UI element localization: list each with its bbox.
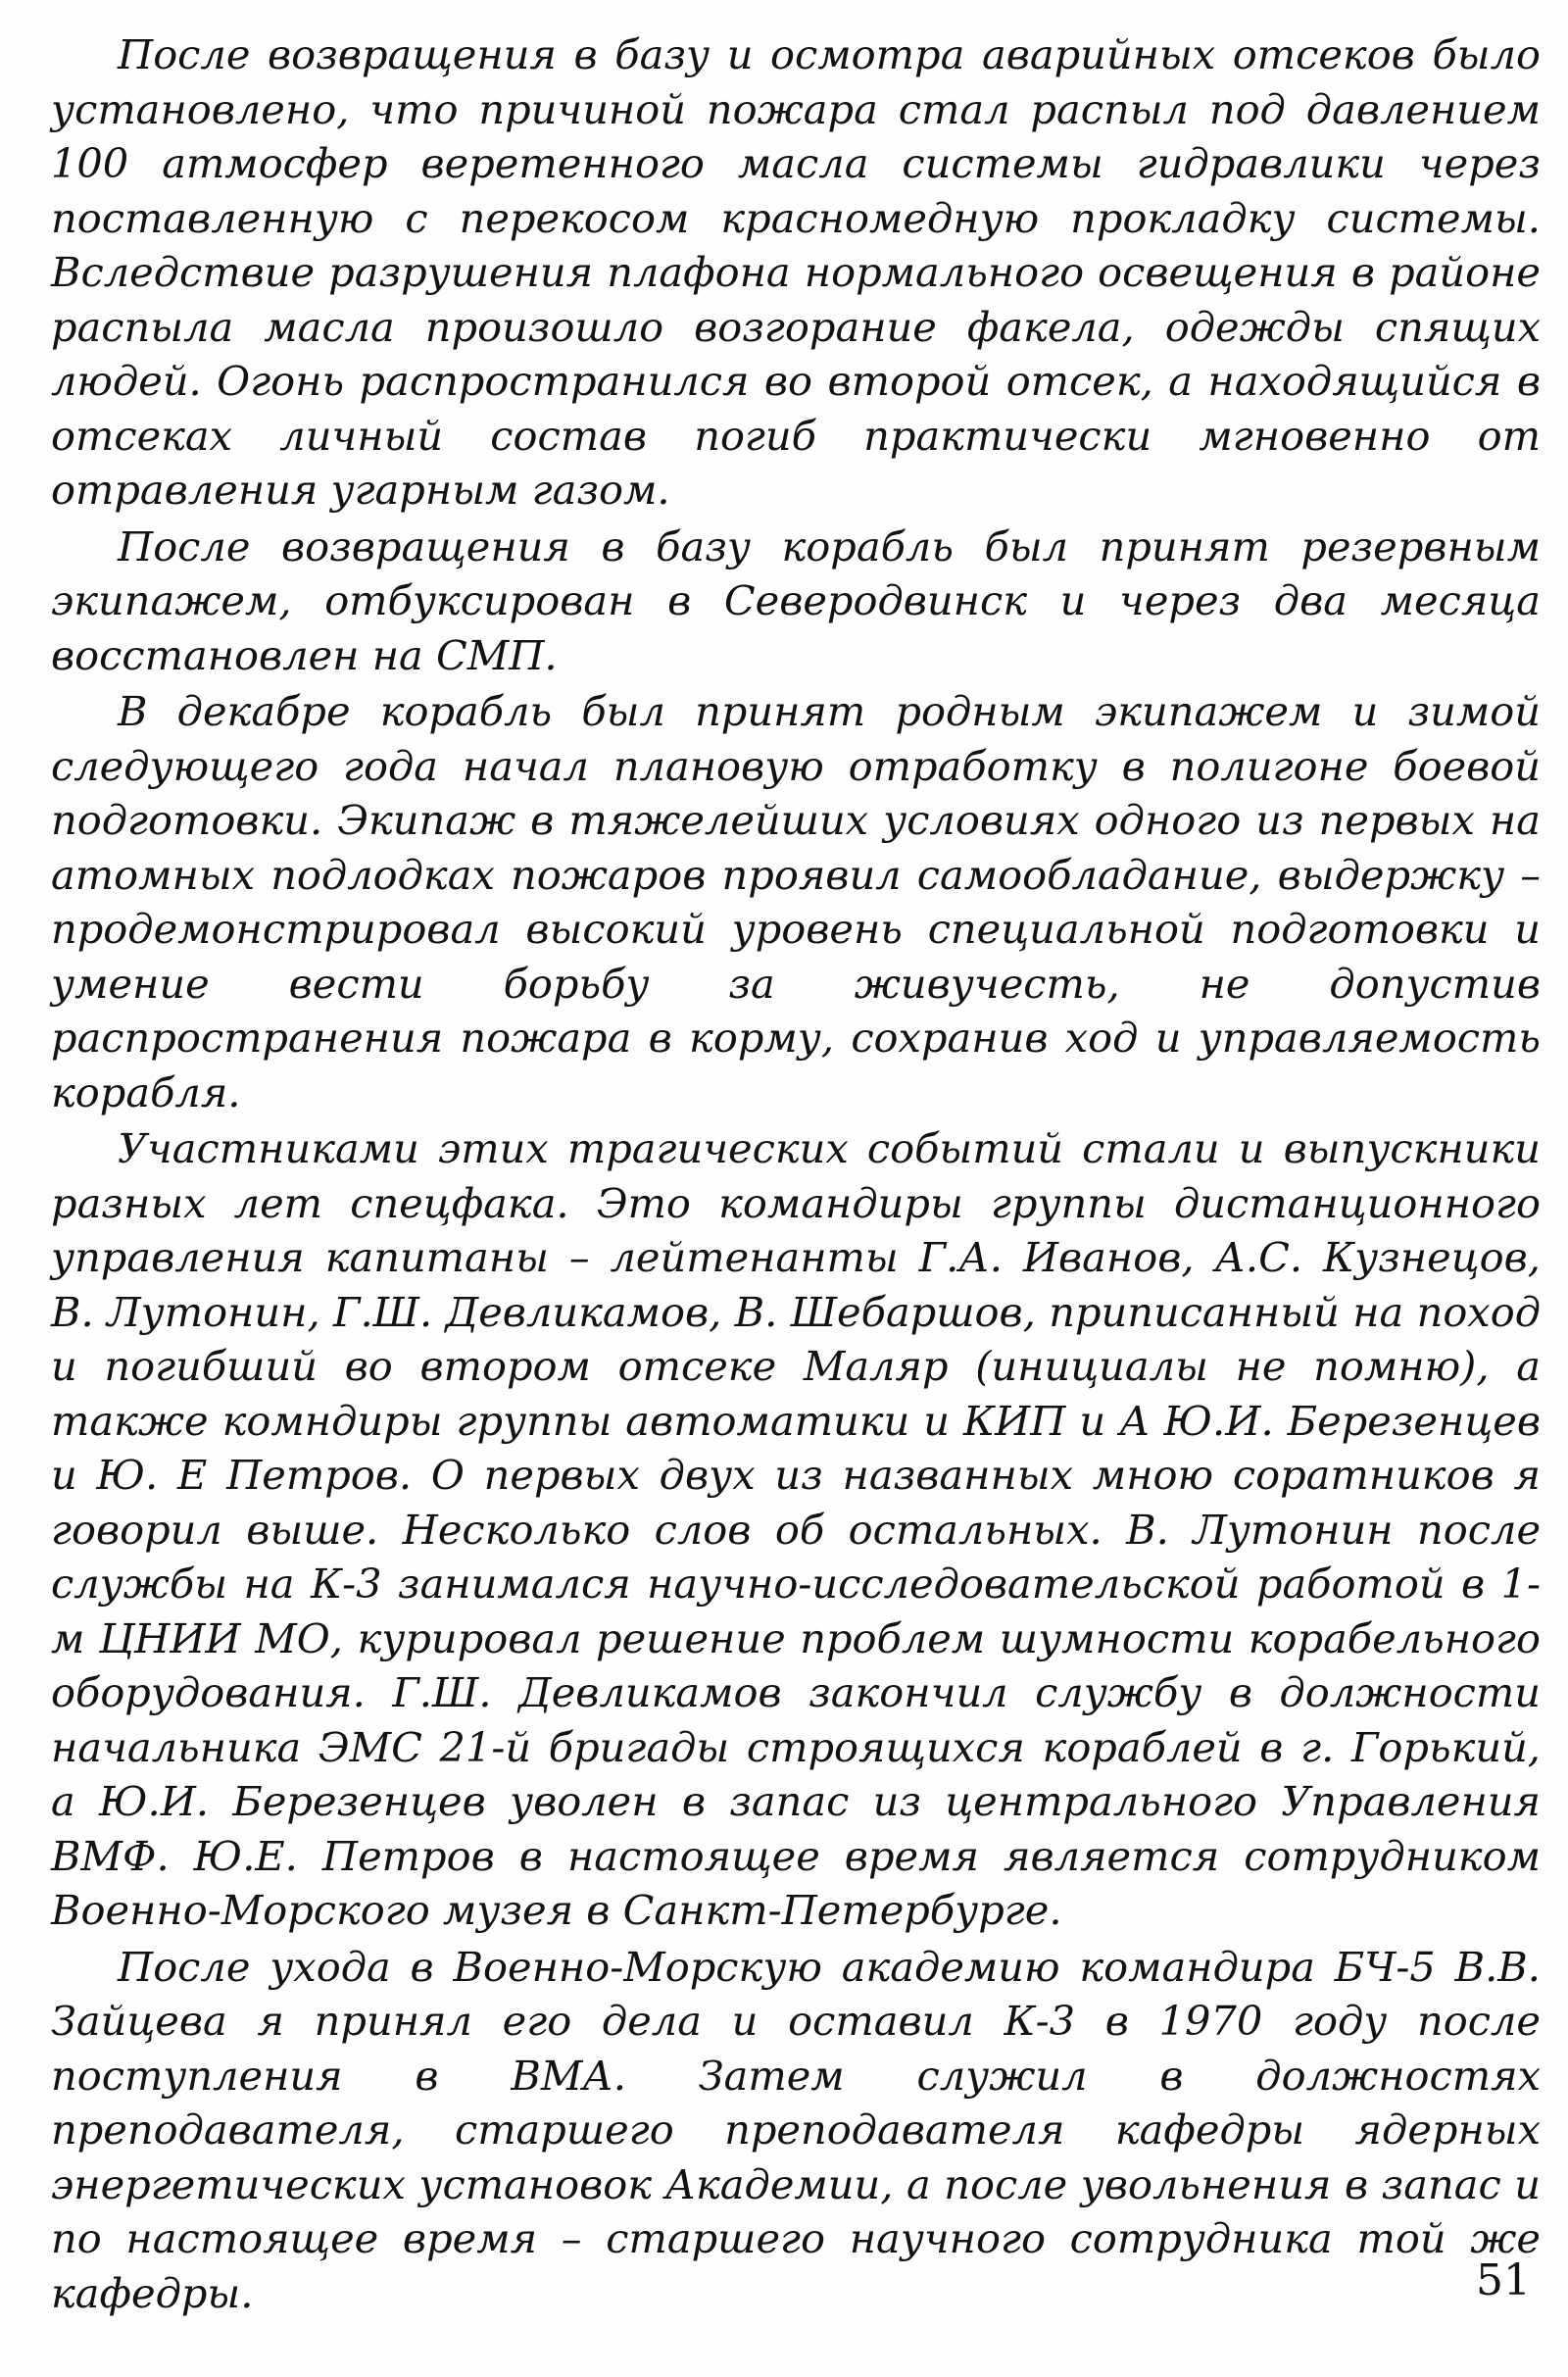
page-number: 51 <box>1476 2255 1531 2305</box>
body-text <box>51 27 1541 2322</box>
paragraph-fire-cause: После возвращения в базу и осмотра аварийных отсеков было установлено, что причиной пожара стал распыл под давлением 100 атмосфер веретенного масла системы гидравлики через поставленную с перекосом красномедную прокладку системы. Вследствие разрушения плафона нормального освещения в районе распыла масла произошло возгорание факела, одежды спящих людей. Огонь распространился во второй отсек, а находящийся в отсеках личный состав погиб практически мгновенно от отравления угарным газом. <box>51 30 1541 514</box>
paragraph-author-career: После ухода в Военно-Морскую академию командира БЧ-5 В.В. Зайцева я принял его дела и оставил К-3 в 1970 году после поступления в ВМА. Затем служил в должностях преподавателя, старшего преподавателя кафедры ядерных энергетических установок Академии, а после увольнения в запас и по настоящее время – старшего научного сотрудника той же кафедры. <box>51 1942 1541 2317</box>
paragraph-reserve-crew: После возвращения в базу корабль был принят резервным экипажем, отбуксирован в Северодвинск и через два месяца восстановлен на СМП. <box>51 521 1541 679</box>
paragraph-participants: Участниками этих трагических событий стали и выпускники разных лет спецфака. Это командиры группы дистанционного управления капитаны – лейтенанты Г.А. Иванов, А.С. Кузнецов, В. Лутонин, Г.Ш. Девликамов, В. Шебаршов, приписанный на поход и погибший во втором отсеке Маляр (инициалы не помню), а также комндиры группы автоматики и КИП и А Ю.И. Березенцев и Ю. Е Петров. О первых двух из названных мною соратников я говорил выше. Несколько слов об остальных. В. Лутонин после службы на К-3 занимался научно-исследовательской работой в 1-м ЦНИИ МО, курировал решение проблем шумности корабельного оборудования. Г.Ш. Девликамов закончил службу в должности начальника ЭМС 21-й бригады строящихся кораблей в г. Горький, а Ю.И. Березенцев уволен в запас из центрального Управления ВМФ. Ю.Е. Петров в настоящее время является сотрудником Военно-Морского музея в Санкт-Петербурге. <box>51 1124 1541 1934</box>
paragraph-crew-performance: В декабре корабль был принят родным экипажем и зимой следующего года начал плановую отработку в полигоне боевой подготовки. Экипаж в тяжелейших условиях одного из первых на атомных подлодках пожаров проявил самообладание, выдержку – продемонстрировал высокий уровень специальной подготовки и умение вести борьбу за живучесть, не допустив распространения пожара в корму, сохранив ход и управляемость корабля. <box>51 687 1541 1116</box>
